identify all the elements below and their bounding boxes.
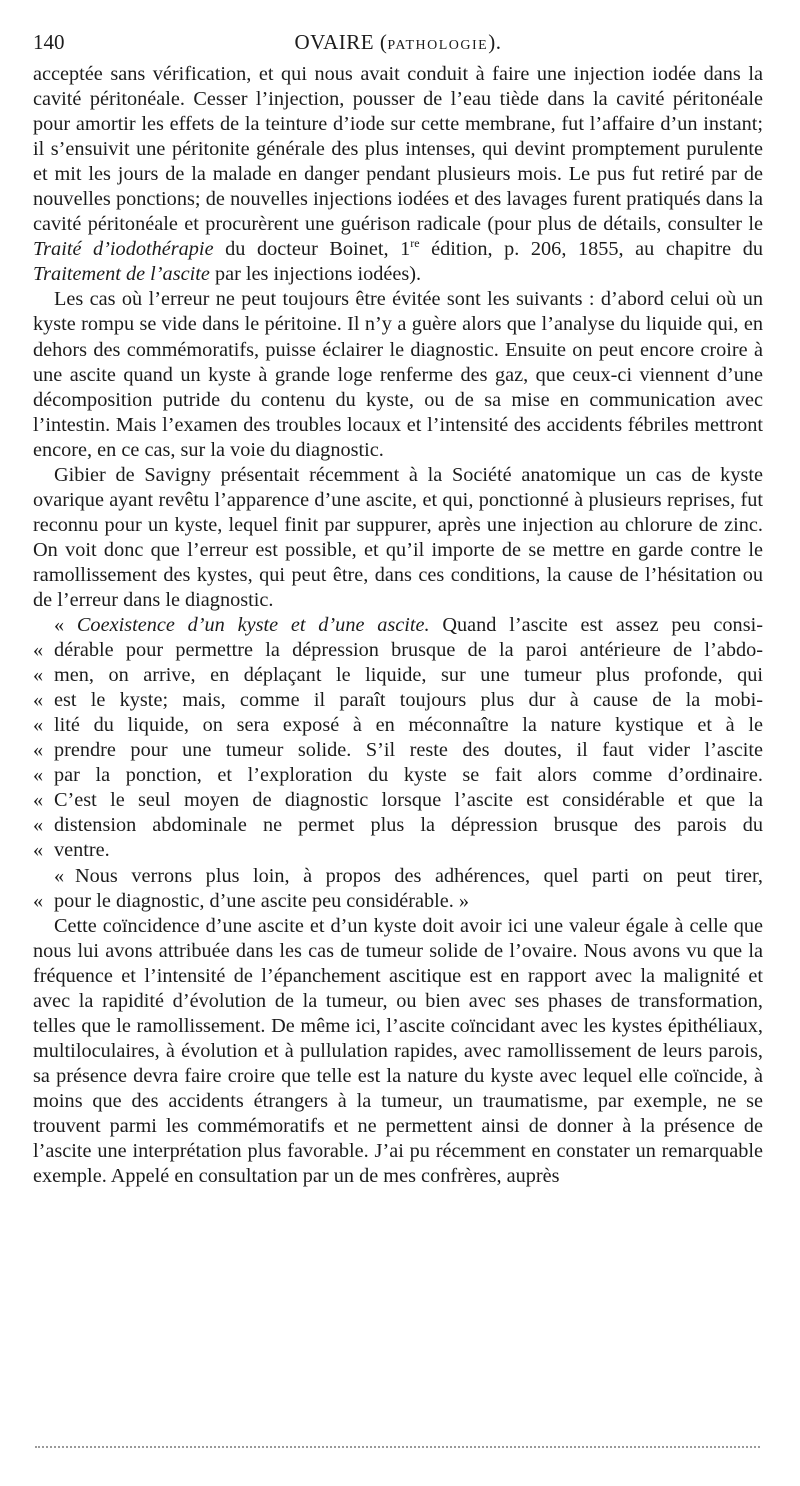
running-title-main: OVAIRE ( xyxy=(294,30,388,54)
guillemet-mark: « xyxy=(33,814,44,837)
running-title-small: PATHOLOGIE xyxy=(387,38,489,53)
quote-line xyxy=(33,638,763,663)
quote2-line-text: Nous verrons plus loin, à propos des adhérences, quel parti on peut tirer, xyxy=(75,864,763,887)
quote-line xyxy=(33,713,763,738)
running-title xyxy=(33,30,763,55)
guillemet-mark: « xyxy=(33,689,44,712)
guillemet-mark: « xyxy=(33,889,44,912)
page-header xyxy=(33,30,763,62)
quote-line-text: distension abdominale ne permet plus la dépression brusque des parois du xyxy=(54,814,763,837)
running-title-end: ). xyxy=(488,30,502,54)
guillemet-mark: « xyxy=(33,739,44,762)
quote-line xyxy=(33,788,763,813)
quote-line-text: lité du liquide, on sera exposé à en méconnaître la nature kystique et à le xyxy=(54,714,763,737)
quote-line xyxy=(33,738,763,763)
quote-line-text: est le kyste; mais, comme il paraît toujours plus dur à cause de la mobi- xyxy=(54,689,763,712)
paragraph-1-end: par les injections iodées). xyxy=(214,263,422,286)
quote-line-0: Quand l’ascite est assez peu consi- xyxy=(442,614,763,637)
paragraph-1 xyxy=(33,62,763,287)
guillemet-mark: « xyxy=(33,714,44,737)
page-number: 140 xyxy=(33,30,65,54)
quote-line xyxy=(33,813,763,838)
guillemet-mark: « xyxy=(33,639,44,662)
quote-first-line xyxy=(33,613,763,638)
quote-line xyxy=(33,838,763,863)
paragraph-1-mid: du docteur Boinet, 1 xyxy=(225,238,411,261)
quote-line-text: prendre pour une tumeur solide. S’il reste des doutes, il faut vider l’ascite xyxy=(54,739,763,762)
quote-line-text: ventre. xyxy=(54,839,110,862)
quoted-passage-2 xyxy=(33,864,763,914)
paragraph-1-mid2: édition, p. 206, 1855, au chapitre du xyxy=(431,238,764,261)
guillemet-mark: « xyxy=(33,764,44,787)
guillemet-mark: « xyxy=(54,864,65,887)
guillemet-mark: « xyxy=(33,664,44,687)
quote-line xyxy=(33,688,763,713)
quote-line xyxy=(33,663,763,688)
quote-line-text: dérable pour permettre la dépression brusque de la paroi antérieure de l’abdo- xyxy=(54,639,763,662)
paragraph-3: Gibier de Savigny présentait récemment à la Société anatomique un cas de kyste ovarique ayant revêtu l’apparence d’une ascite, et qui, ponctionné à plusieurs reprises, fut reconnu pour un kyste, lequel finit par suppurer, après une injection au chlorure de zinc. On voit donc que l’erreur est possible, et qu’il importe de se mettre en garde contre le ramollissement des kystes, qui peut être, dans ces conditions, la cause de l’hésitation ou de l’erreur dans le diagnostic. xyxy=(33,463,763,611)
quote2-line-text: pour le diagnostic, d’une ascite peu considérable. » xyxy=(54,889,470,912)
quote-line xyxy=(33,763,763,788)
chapter-title-italic: Traitement de l’ascite xyxy=(33,263,210,286)
quote2-line xyxy=(33,864,763,889)
open-guillemet: « xyxy=(54,614,65,637)
paragraph-4: Cette coïncidence d’une ascite et d’un kyste doit avoir ici une valeur égale à celle que nous lui avons attribuée dans les cas de tumeur solide de l’ovaire. Nous avons vu que la fréquence et l’intensité de l’épanchement ascitique est en rapport avec la malignité et avec la rapidité d’évolution de la tumeur, ou bien avec ses phases de transformation, telles que le ramollissement. De même ici, l’ascite coïncidant avec les kystes épithéliaux, multiloculaires, à évolution et à pullulation rapides, avec ramollissement de leurs parois, sa présence devra faire croire que telle est la nature du kyste avec lequel elle coïncide, à moins que des accidents étrangers à la tumeur, un traumatisme, par exemple, ne se trouvent parmi les commémoratifs et ne permettent ainsi de donner à la présence de l’ascite une interprétation plus favorable. J’ai pu récemment en constater un remarquable exemple. Appelé en consultation par un de mes confrères, auprès xyxy=(33,914,763,1188)
quoted-passage xyxy=(33,613,763,863)
guillemet-mark: « xyxy=(33,789,44,812)
quote2-line xyxy=(33,889,763,914)
guillemet-mark: « xyxy=(33,839,44,862)
book-page xyxy=(33,30,763,1189)
footer-dotted-rule xyxy=(35,1446,760,1448)
quote-line-text: men, on arrive, en déplaçant le liquide, sur une tumeur plus profonde, qui xyxy=(54,664,763,687)
quote-line-text: par la ponction, et l’exploration du kyste se fait alors comme d’ordinaire. xyxy=(54,764,763,787)
paragraph-2: Les cas où l’erreur ne peut toujours être évitée sont les suivants : d’abord celui où un kyste rompu se vide dans le péritoine. Il n’y a guère alors que l’analyse du liquide qui, en dehors des commémoratifs, puisse éclairer le diagnostic. Ensuite on peut encore croire à une ascite quand un kyste à grande loge renferme des gaz, que ceux-ci viennent d’une décomposition putride du contenu du kyste, ou de sa mise en communication avec l’intestin. Mais l’examen des troubles locaux et l’intensité des accidents fébriles mettront encore, en ce cas, sur la voie du diagnostic. xyxy=(33,288,763,461)
quote-line-text: C’est le seul moyen de diagnostic lorsque l’ascite est considérable et que la xyxy=(54,789,763,812)
edition-superscript: re xyxy=(410,236,420,251)
paragraph-1-text: acceptée sans vérification, et qui nous avait conduit à faire une injection iodée dans la cavité péritonéale. Cesser l’injection, pousser de l’eau tiède dans la cavité péritonéale pour amortir les effets de la teinture d’iode sur cette membrane, fut l’affaire d’un instant; il s’ensuivit une péritonite générale des plus intenses, qui devint promptement purulente et mit les jours de la malade en danger pendant plusieurs mois. Le pus fut retiré par de nouvelles ponctions; de nouvelles injections iodées et des lavages furent pratiqués dans la cavité péritonéale et procurèrent une guérison radicale (pour plus de détails, consulter le xyxy=(33,63,763,236)
page-body xyxy=(33,62,763,1189)
quote-heading-italic: Coexistence d’un kyste et d’une ascite. xyxy=(76,614,430,637)
book-title-italic: Traité d’iodothérapie xyxy=(33,238,214,261)
